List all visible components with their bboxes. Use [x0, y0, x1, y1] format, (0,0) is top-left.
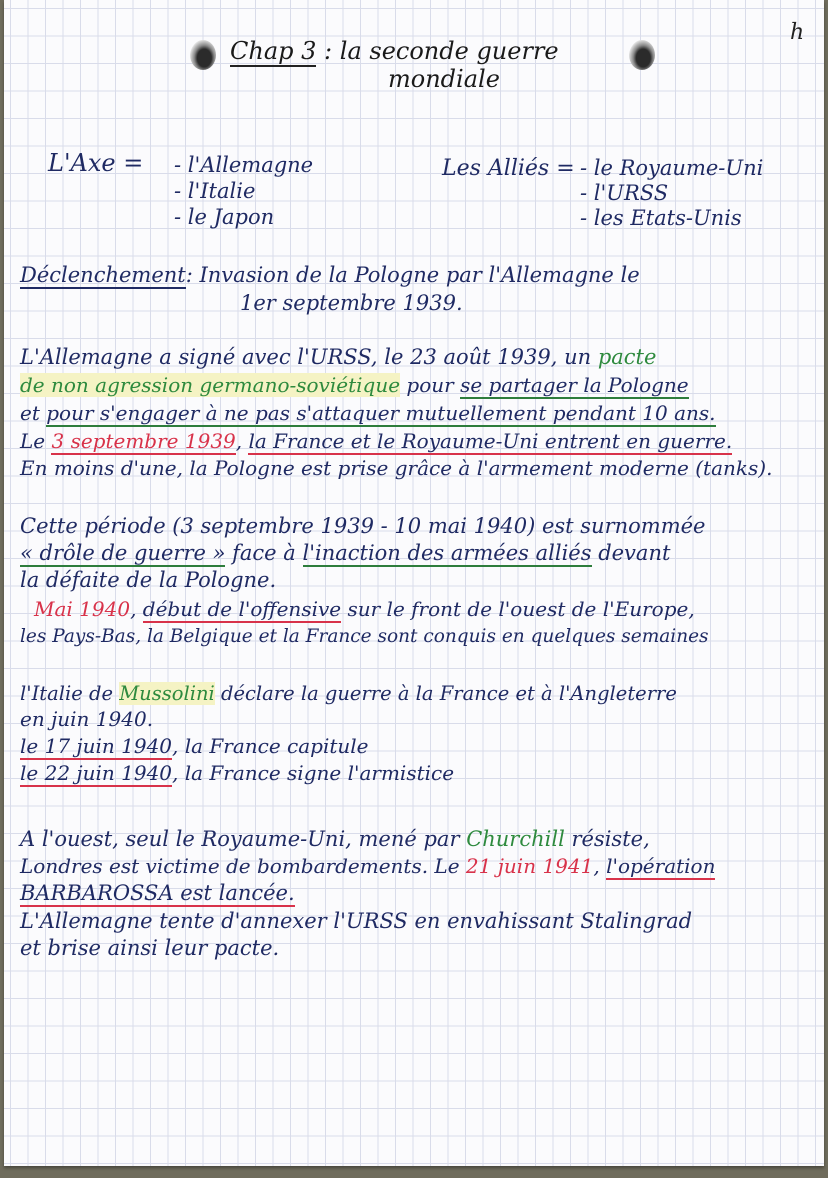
p4-line2: Londres est victime de bombardements. Le 21 juin 1941, l'opération	[20, 854, 716, 878]
allies-label: Les Alliés =	[442, 156, 575, 181]
p2-line5: les Pays-Bas, la Belgique et la France sont conquis en quelques semaines	[20, 626, 709, 647]
p2-line3: la défaite de la Pologne.	[20, 568, 277, 592]
trigger-line2: 1er septembre 1939.	[240, 291, 463, 315]
axis-member-germany: - l'Allemagne	[174, 153, 314, 177]
allies-member-usa: - les Etats-Unis	[580, 206, 742, 230]
p1-line5: En moins d'une, la Pologne est prise grâce à l'armement moderne (tanks).	[20, 456, 773, 480]
p3-line1: l'Italie de Mussolini déclare la guerre à la France et à l'Angleterre	[20, 682, 677, 705]
page-number: h	[790, 20, 805, 45]
p4-line3: BARBAROSSA est lancée.	[20, 881, 295, 905]
allies-member-urss: - l'URSS	[580, 181, 669, 205]
title-line1: la seconde guerre	[339, 37, 559, 65]
axis-label: L'Axe =	[48, 149, 144, 177]
p1-line3: et pour s'engager à ne pas s'attaquer mutuellement pendant 10 ans.	[20, 401, 716, 425]
page-title: Chap 3 : la seconde guerre	[230, 37, 559, 65]
p2-line4: Mai 1940, début de l'offensive sur le front de l'ouest de l'Europe,	[34, 597, 695, 621]
p1-line1: L'Allemagne a signé avec l'URSS, le 23 août 1939, un pacte	[20, 345, 657, 369]
p3-line3: le 17 juin 1940, la France capitule	[20, 734, 369, 758]
p3-line2: en juin 1940.	[20, 707, 154, 731]
binder-hole-right	[629, 40, 655, 70]
allies-member-uk: - le Royaume-Uni	[580, 156, 764, 180]
p4-line1: A l'ouest, seul le Royaume-Uni, mené par Churchill résiste,	[20, 827, 650, 851]
notebook-page	[4, 0, 824, 1166]
trigger-line1: Déclenchement: Invasion de la Pologne par l'Allemagne le	[20, 263, 640, 287]
chapter-label: Chap 3	[230, 37, 317, 65]
trigger-label: Déclenchement	[20, 263, 186, 287]
axis-member-japan: - le Japon	[174, 205, 275, 229]
binder-hole-left	[190, 40, 216, 70]
p1-line2: de non agression germano-soviétique pour se partager la Pologne	[20, 373, 689, 397]
p4-line4: L'Allemagne tente d'annexer l'URSS en envahissant Stalingrad	[20, 909, 693, 933]
p3-line4: le 22 juin 1940, la France signe l'armistice	[20, 761, 455, 785]
p4-line5: et brise ainsi leur pacte.	[20, 936, 280, 960]
title-line2: mondiale	[388, 65, 500, 93]
p1-line4: Le 3 septembre 1939, la France et le Royaume-Uni entrent en guerre.	[20, 429, 733, 453]
p2-line2: « drôle de guerre » face à l'inaction des armées alliés devant	[20, 541, 671, 565]
p2-line1: Cette période (3 septembre 1939 - 10 mai 1940) est surnommée	[20, 514, 706, 538]
axis-member-italy: - l'Italie	[174, 179, 256, 203]
